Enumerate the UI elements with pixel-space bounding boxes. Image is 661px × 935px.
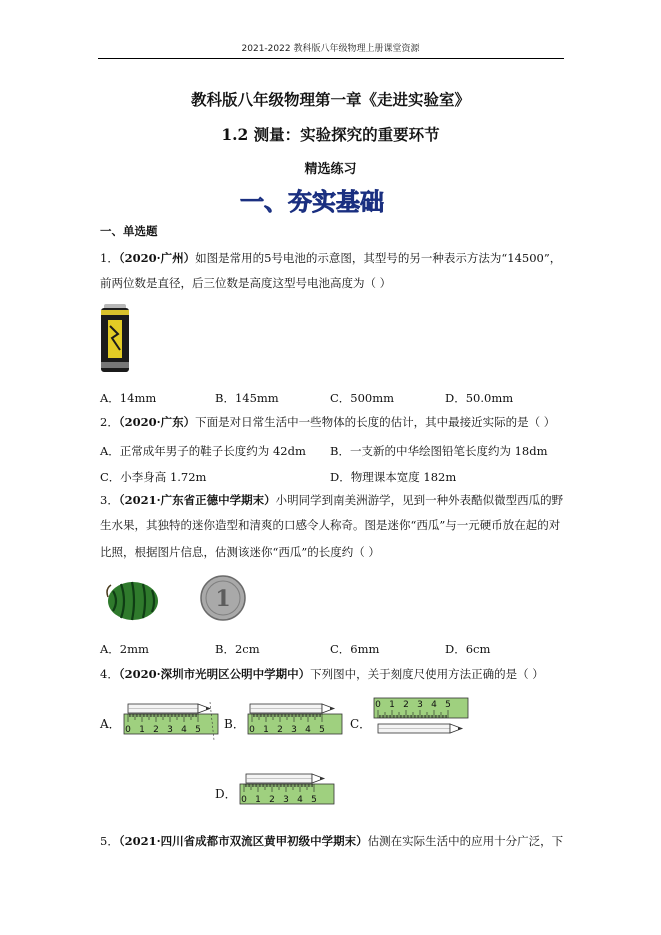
q2-option-b: B．一支新的中华绘图铅笔长度约为 18dm: [330, 444, 548, 458]
coin-image: [200, 575, 246, 621]
ruler-tick-label: 5: [319, 725, 325, 735]
q4-label-d: D．: [215, 787, 237, 801]
ruler-tick-label: 1: [389, 700, 395, 710]
ruler-tick-label: 4: [297, 795, 303, 805]
ruler-tick-label: 2: [277, 725, 283, 735]
ruler-figure-c: [372, 696, 472, 744]
ruler-tick-label: 0: [241, 795, 247, 805]
question-2-line-1: 2．（2020·广东）下面是对日常生活中一些物体的长度的估计，其中最接近实际的是（ ）: [100, 415, 556, 429]
ruler-tick-label: 1: [263, 725, 269, 735]
q2-option-c: C．小李身高 1.72m: [100, 470, 207, 484]
ruler: [374, 698, 468, 718]
section-label: 一、单选题: [100, 224, 158, 238]
question-3-line-3: 比照，根据图片信息，估测该迷你“西瓜”的长度约（ ）: [100, 545, 380, 559]
ruler-tick-label: 0: [249, 725, 255, 735]
ruler-tick-label: 3: [291, 725, 297, 735]
q1-option-d: D．50.0mm: [445, 391, 514, 405]
ruler-tick-label: 0: [375, 700, 381, 710]
q3-option-c: C．6mm: [330, 642, 380, 656]
ruler-figure-b: [246, 700, 346, 744]
pencil: [378, 724, 462, 733]
page-header: 2021-2022 教科版八年级物理上册课堂资源: [241, 44, 420, 54]
q2-option-a: A．正常成年男子的鞋子长度约为 42dm: [100, 444, 306, 458]
ruler-tick-label: 2: [403, 700, 409, 710]
ruler-tick-label: 1: [255, 795, 261, 805]
ruler-tick-label: 1: [139, 725, 145, 735]
ruler-tick-label: 5: [195, 725, 201, 735]
banner-heading: [238, 186, 428, 216]
ruler-tick-label: 0: [125, 725, 131, 735]
ruler-tick-label: 3: [417, 700, 423, 710]
ruler-figure-a: [122, 700, 222, 744]
ruler-tick-label: 2: [153, 725, 159, 735]
q2-option-d: D．物理课本宽度 182m: [330, 470, 457, 484]
question-4-line-1: 4．（2020·深圳市光明区公明中学期中）下列图中，关于刻度尺使用方法正确的是（ ）: [100, 667, 544, 681]
ruler: [240, 784, 334, 805]
svg-text:1: 1: [215, 586, 231, 612]
section-subtitle: 精选练习: [304, 162, 357, 177]
lesson-title: 1.2 测量：实验探究的重要环节: [221, 125, 440, 144]
battery-image: [100, 304, 130, 374]
question-1-line-2: 前两位数是直径，后三位数是高度这型号电池高度为（ ）: [100, 276, 392, 290]
pencil: [246, 774, 324, 783]
question-5-line-1: 5．（2021·四川省成都市双流区黄甲初级中学期末）估测在实际生活中的应用十分广泛，下: [100, 834, 564, 848]
question-1-line-1: 1．（2020·广州）如图是常用的5号电池的示意图，其型号的另一种表示方法为“14500”，: [100, 251, 562, 265]
pencil: [250, 704, 334, 713]
pencil: [128, 704, 210, 713]
q3-option-a: A．2mm: [100, 642, 149, 656]
q1-option-a: A．14mm: [100, 391, 157, 405]
ruler-tick-label: 4: [181, 725, 187, 735]
ruler-tick-label: 3: [283, 795, 289, 805]
ruler: [124, 714, 218, 735]
ruler-figure-d: [238, 770, 338, 814]
q3-option-d: D．6cm: [445, 642, 491, 656]
ruler-tick-label: 2: [269, 795, 275, 805]
ruler-tick-label: 3: [167, 725, 173, 735]
header-divider: [98, 58, 564, 59]
ruler-tick-label: 4: [431, 700, 437, 710]
q3-option-b: B．2cm: [215, 642, 260, 656]
q4-label-b: B．: [224, 717, 245, 731]
question-3-line-1: 3．（2021·广东省正德中学期末）小明同学到南美洲游学，见到一种外表酷似微型西瓜的野: [100, 493, 564, 507]
ruler-tick-label: 4: [305, 725, 311, 735]
ruler-tick-label: 5: [311, 795, 317, 805]
q4-label-a: A．: [100, 717, 121, 731]
page-title: 教科版八年级物理第一章《走进实验室》: [190, 90, 470, 109]
question-3-line-2: 生水果，其独特的迷你造型和清爽的口感令人称奇。图是迷你“西瓜”与一元硬币放在起的对: [100, 518, 561, 532]
q1-option-b: B．145mm: [215, 391, 279, 405]
ruler-tick-label: 5: [445, 700, 451, 710]
q1-option-c: C．500mm: [330, 391, 395, 405]
banner-text: 一、夯实基础: [240, 188, 384, 216]
ruler: [248, 714, 342, 735]
q4-label-c: C．: [350, 717, 372, 731]
watermelon-image: [105, 579, 160, 621]
